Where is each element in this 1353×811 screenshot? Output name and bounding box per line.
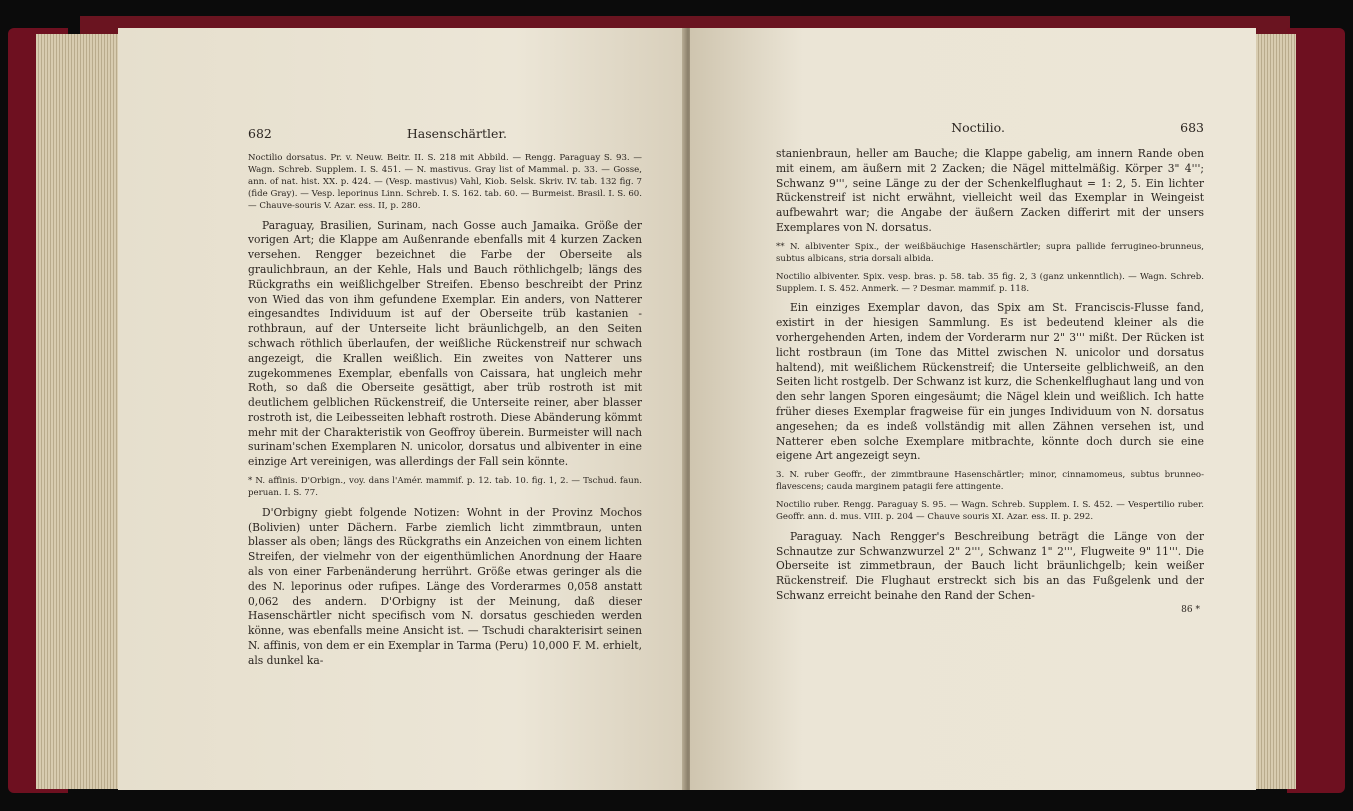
right-heading-3: 3. N. ruber Geoffr., der zimmtbraune Hasenschärtler; minor, cinnamomeus, subtus brunneo-flavescens; cauda marginem patagii fere attingente. — [776, 470, 1204, 493]
right-page-number: 683 — [1180, 120, 1204, 135]
left-page-number: 682 — [248, 126, 272, 141]
printer-signature: 86 * — [1181, 604, 1200, 615]
page-edges-left — [36, 34, 126, 789]
left-synonymy: Noctilio dorsatus. Pr. v. Neuw. Beitr. II. S. 218 mit Abbild. — Rengg. Paraguay S. 93. — Wagn. Schreb. Supplem. I. S. 451. — N. mastivus. Gray list of Mammal. p. 33. — Gosse, ann. of nat. hist. XX. p. 424. — (Vesp. mastivus) Vahl, Kiob. Selsk. Skriv. IV. tab. 132 fig. 7 (fide Gray). — Vesp. leporinus Linn. Schreb. I. S. 162. tab. 60. — Burmeist. Brasil. I. S. 60. — Chauve-souris V. Azar. ess. II, p. 280. — [248, 153, 642, 211]
right-page — [690, 28, 1256, 790]
left-running-head — [248, 126, 642, 141]
right-paragraph-2: Ein einziges Exemplar davon, das Spix am St. Franciscis-Flusse fand, existirt in der hiesigen Sammlung. Es ist bedeutend kleiner als die vorhergehenden Arten, indem der Vorderarm nur 2" 3''' mißt. Der Rücken ist licht rostbraun (im Tone das Mittel zwischen N. unicolor und dorsatus haltend), mit weißlichem Rückenstreif; die Unterseite gelblichweiß, an den Seiten licht rostgelb. Der Schwanz ist kurz, die Schenkelflughaut lang und von den sehr langen Sporen eingesäumt; die Nägel klein und weißlich. Ich hatte früher dieses Exemplar fragweise für ein junges Individuum von N. dorsatus angesehen; da es indeß vollständig mit allen Zähnen versehen ist, und Natterer eben solche Exemplare mitbrachte, könnte doch durch sie eine eigene Art angezeigt seyn. — [776, 301, 1204, 463]
right-paragraph-3: Paraguay. Nach Rengger's Beschreibung beträgt die Länge von der Schnautze zur Schwanzwurzel 2" 2''', Schwanz 1" 2''', Flugweite 9" 11'''. Die Oberseite ist zimmetbraun, der Bauch licht bräunlichgelb; kein weißer Rückenstreif. Die Flughaut erstreckt sich bis an das Fußgelenk und der Schwanz erreicht beinahe den Rand der Schen- — [776, 529, 1204, 602]
left-footnote: * N. affinis. D'Orbign., voy. dans l'Amér. mammif. p. 12. tab. 10. fig. 1, 2. — Tschud. faun. peruan. I. S. 77. — [248, 476, 642, 498]
right-heading-2: ** N. albiventer Spix., der weißbäuchige Hasenschärtler; supra pallide ferrugineo-brunneus, subtus albicans, stria dorsali albida. — [776, 241, 1204, 264]
left-paragraph-2: D'Orbigny giebt folgende Notizen: Wohnt in der Provinz Mochos (Bolivien) unter Dächern. Farbe ziemlich licht zimmtbraun, unten blasser als oben; längs des Rückgraths ein Anzeichen von einem lichten Streifen, der vielmehr von der eigenthümlichen Anordnung der Haare als von einer Farbenänderung herrührt. Größe etwas geringer als die des N. leporinus oder rufipes. Länge des Vorderarmes 0,058 anstatt 0,062 des andern. D'Orbigny ist der Meinung, daß dieser Hasenschärtler nicht specifisch vom N. dorsatus geschieden werden könne, was ebenfalls meine Ansicht ist. — Tschudi charakterisirt seinen N. affinis, von dem er ein Exemplar in Tarma (Peru) 10,000 F. M. erhielt, als dunkel ka- — [248, 505, 642, 667]
right-synonymy-3: Noctilio ruber. Rengg. Paraguay S. 95. — Wagn. Schreb. Supplem. I. S. 452. — Vespertilio ruber. Geoffr. ann. d. mus. VIII. p. 204 — Chauve souris XI. Azar. ess. II. p. 292. — [776, 499, 1204, 522]
left-paragraph-1: Paraguay, Brasilien, Surinam, nach Gosse auch Jamaika. Größe der vorigen Art; die Klappe am Außenrande ebenfalls mit 4 kurzen Zacken versehen. Rengger bezeichnet die Farbe der Oberseite als graulichbraun, an der Kehle, Hals und Bauch röthlichgelb; längs des Rückgraths ein weißlichgelber Streifen. Ebenso beschreibt der Prinz von Wied das von ihm gefundene Exemplar. Ein anders, von Natterer eingesandtes Individuum ist auf der Oberseite trüb kastanien - rothbraun, auf der Unterseite licht bräunlichgelb, an den Seiten schwach röthlich überlaufen, der weißliche Rückenstreif nur schwach angezeigt, die Krallen weißlich. Ein zweites von Natterer uns zugekommenes Exemplar, ebenfalls von Caissara, hat ungleich mehr Roth, so daß die Oberseite gesättigt, aber trüb rostroth ist mit deutlichem gelblichen Rückenstreif, die Unterseite reiner, aber blasser rostroth ist, die Leibesseiten lebhaft rostroth. Diese Abänderung kömmt mehr mit der Charakteristik von Geoffroy überein. Burmeister will nach surinam'schen Exemplaren N. unicolor, dorsatus und albiventer in eine einzige Art vereinigen, was allerdings der Fall sein könnte. — [248, 218, 642, 469]
right-paragraph-1: stanienbraun, heller am Bauche; die Klappe gabelig, am innern Rande oben mit einem, am äußern mit 2 Zacken; die Nägel mittelmäßig. Körper 3" 4'''; Schwanz 9''', seine Länge zu der der Schenkelflughaut = 1: 2, 5. Ein lichter Rückenstreif ist nicht erwähnt, vielleicht weil das Exemplar in Weingeist aufbewahrt war; die Angabe der äußern Zacken differirt mit der unsers Exemplares von N. dorsatus. — [776, 147, 1204, 234]
right-synonymy-2: Noctilio albiventer. Spix. vesp. bras. p. 58. tab. 35 fig. 2, 3 (ganz unkenntlich). — Wagn. Schreb. Supplem. I. S. 452. Anmerk. — ? Desmar. mammif. p. 118. — [776, 271, 1204, 294]
right-running-title: Noctilio. — [951, 120, 1005, 135]
left-page — [118, 28, 686, 790]
right-running-head — [776, 120, 1204, 135]
left-running-title: Hasenschärtler. — [406, 126, 507, 141]
